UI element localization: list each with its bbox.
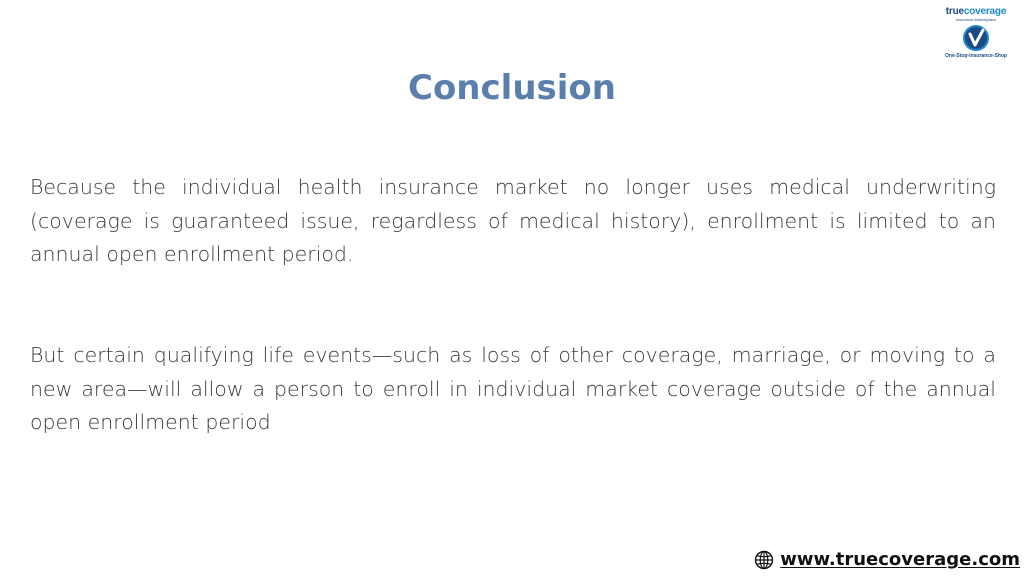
logo-subtitle: Insurance Marketplace — [955, 17, 997, 22]
logo-wordmark — [946, 6, 1006, 17]
logo-word-part2: coverage — [963, 6, 1007, 17]
brand-logo — [938, 6, 1014, 60]
slide-title: Conclusion — [408, 68, 616, 108]
globe-icon — [754, 550, 774, 570]
logo-tagline: One-Stop-Insurance-Shop — [945, 53, 1007, 59]
website-link[interactable]: www.truecoverage.com — [780, 549, 1020, 570]
footer-website[interactable] — [754, 548, 1020, 572]
logo-word-part1: true — [945, 6, 964, 17]
body-paragraph-2: But certain qualifying life events—such as loss of other coverage, marriage, or moving to a new area—will allow a person to enroll in individual market coverage outside of the annual open enrollment period — [30, 343, 996, 434]
checkmark-badge-icon — [962, 24, 990, 52]
body-paragraph-1: Because the individual health insurance market no longer uses medical underwriting (coverage is guaranteed issue, regardless of medical history), enrollment is limited to an annual open enrollment period. — [30, 175, 996, 266]
